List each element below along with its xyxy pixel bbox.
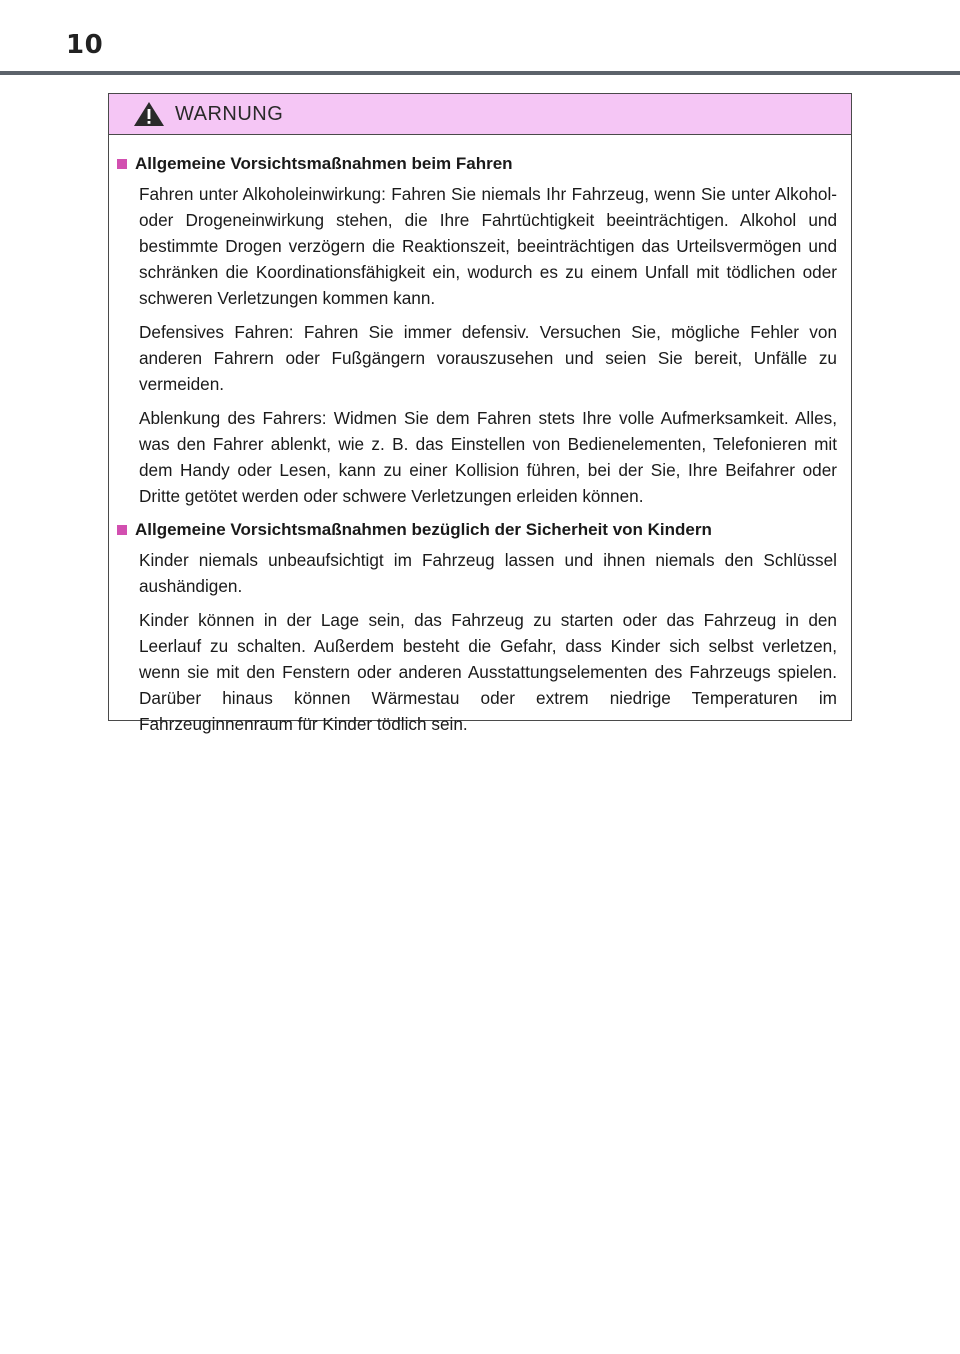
warning-triangle-icon [133,101,165,127]
paragraph-alcohol: Fahren unter Alkoholeinwirkung: Fahren Sie niemals Ihr Fahrzeug, wenn Sie unter Alkohol- oder Drogeneinwirkung stehen, die Ihre Fahrtüchtigkeit beeinträchtigen. Alkohol und bestimmte Drogen verzögern die Reaktionszeit, beeinträchtigen das Urteilsvermögen und schränken die Koordinationsfähigkeit ein, wodurch es zu einem Unfall mit tödlichen oder schweren Verletzungen kommen kann. [139,184,837,308]
bullet-square-icon [117,525,127,535]
warning-header [109,94,851,135]
paragraph-defensive-driving: Defensives Fahren: Fahren Sie immer defensiv. Versuchen Sie, mögliche Fehler von anderen Fahrern oder Fußgängern vorauszusehen und seien Sie bereit, Unfälle zu vermeiden. [139,322,837,394]
bullet-square-icon [117,159,127,169]
paragraph-children-unattended: Kinder niemals unbeaufsichtigt im Fahrzeug lassen und ihnen niemals den Schlüssel aushändigen. [139,550,837,596]
warning-title: WARNUNG [175,102,284,125]
page-number: 10 [66,30,104,60]
section-heading-driving [117,151,837,177]
paragraph-distraction: Ablenkung des Fahrers: Widmen Sie dem Fahren stets Ihre volle Aufmerksamkeit. Alles, was den Fahrer ablenkt, wie z. B. das Einstellen von Bedienelementen, Telefonieren mit dem Handy oder Lesen, kann zu einer Kollision führen, bei der Sie, Ihre Beifahrer oder Dritte getötet werden oder schwere Verletzungen erleiden können. [139,408,837,506]
warning-box [108,93,852,734]
section-heading-children [117,517,837,543]
warning-body [109,135,851,737]
paragraph-children-dangers: Kinder können in der Lage sein, das Fahrzeug zu starten oder das Fahrzeug in den Leerlauf zu schalten. Außerdem besteht die Gefahr, dass Kinder sich selbst verletzen, wenn sie mit den Fenstern oder anderen Ausstattungselementen des Fahrzeugs spielen. Darüber hinaus können Wärmestau oder extrem niedrige Temperaturen im Fahrzeuginnenraum für Kinder tödlich sein. [139,610,837,734]
section-heading-text: Allgemeine Vorsichtsmaßnahmen bezüglich der Sicherheit von Kindern [135,520,712,539]
section-heading-text: Allgemeine Vorsichtsmaßnahmen beim Fahren [135,154,513,173]
header-rule [0,71,960,75]
